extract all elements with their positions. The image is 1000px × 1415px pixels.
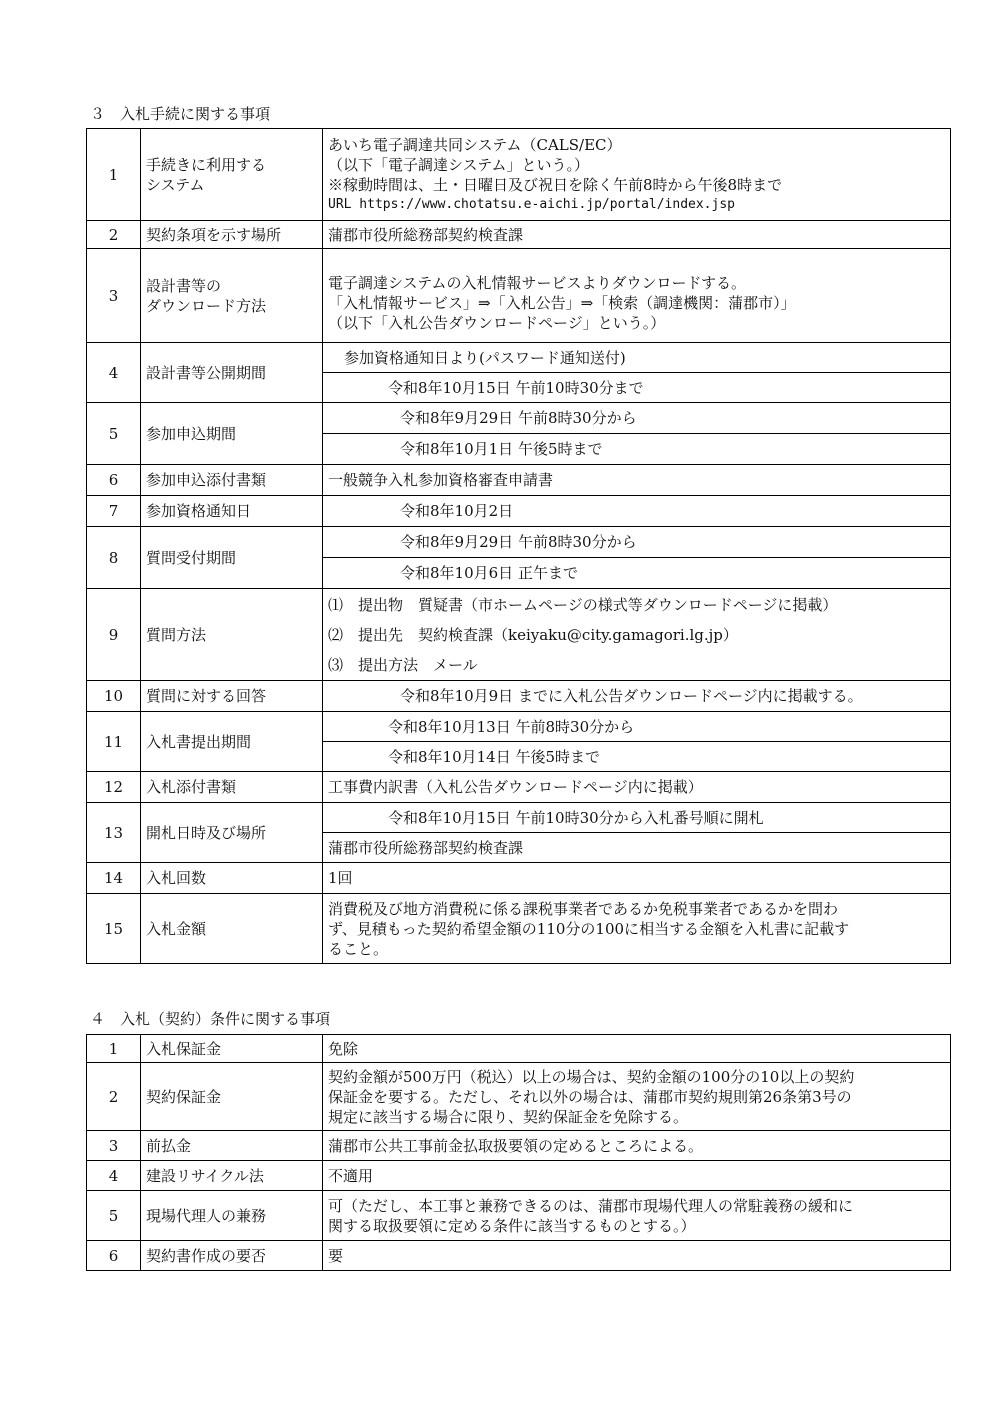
value-line: 規定に該当する場合に限り、契約保証金を免除する。 — [328, 1107, 689, 1126]
table-row — [87, 496, 951, 527]
row-number: 3 — [87, 1131, 141, 1161]
row-label: 入札回数 — [141, 863, 323, 894]
row-number: 6 — [87, 465, 141, 496]
row-label: 参加資格通知日 — [141, 496, 323, 527]
row-number: 9 — [87, 589, 141, 681]
row-number: 3 — [87, 249, 141, 343]
row-number: 4 — [87, 1161, 141, 1191]
table-row — [87, 1035, 951, 1063]
row-value — [323, 249, 951, 343]
row-label: 設計書等公開期間 — [141, 343, 323, 403]
section4-table — [86, 1034, 951, 1271]
value-line: 令和8年10月1日 午後5時まで — [400, 440, 603, 458]
row-value — [323, 373, 951, 403]
row-label-line: ダウンロード方法 — [146, 296, 267, 315]
row-value — [323, 343, 951, 373]
row-label: 参加申込添付書類 — [141, 465, 323, 496]
value-line: 電子調達システムの入札情報サービスよりダウンロードする。 — [328, 273, 747, 292]
value-line: 参加資格通知日より(パスワード通知送付) — [344, 348, 626, 367]
row-number: 14 — [87, 863, 141, 894]
table-row — [87, 1161, 951, 1191]
row-label: 入札保証金 — [141, 1035, 323, 1063]
value-line: 令和8年10月6日 正午まで — [400, 564, 578, 582]
table-row — [87, 249, 951, 343]
value-line: ⑵ 提出先 契約検査課（keiyaku@city.gamagori.lg.jp） — [328, 625, 738, 644]
value-line: 可（ただし、本工事と兼務できるのは、蒲郡市現場代理人の常駐義務の緩和に — [328, 1196, 854, 1215]
row-label: 契約条項を示す場所 — [141, 221, 323, 249]
value-line: 令和8年10月15日 午前10時30分まで — [388, 378, 644, 397]
row-number: 4 — [87, 343, 141, 403]
value-line: 令和8年9月29日 午前8時30分から — [400, 409, 637, 427]
section4-title: ４ 入札（契約）条件に関する事項 — [90, 1010, 331, 1028]
row-label — [141, 249, 323, 343]
row-value: 蒲郡市役所総務部契約検査課 — [323, 833, 951, 863]
table-row — [87, 1063, 951, 1131]
row-label: 質問方法 — [141, 589, 323, 681]
row-number: 13 — [87, 803, 141, 863]
row-number: 5 — [87, 403, 141, 465]
row-label: 質問に対する回答 — [141, 681, 323, 712]
row-label-line: システム — [146, 175, 205, 194]
value-line: （以下「電子調達システム」という。） — [328, 155, 590, 174]
row-label: 現場代理人の兼務 — [141, 1191, 323, 1241]
value-line: ず、見積もった契約希望金額の110分の100に相当する金額を入札書に記載す — [328, 919, 850, 938]
row-value: 蒲郡市役所総務部契約検査課 — [323, 221, 951, 249]
value-line: ⑶ 提出方法 メール — [328, 655, 478, 674]
value-line: ⑴ 提出物 質疑書（市ホームページの様式等ダウンロードページに掲載） — [328, 595, 838, 614]
table-row — [87, 803, 951, 833]
value-line: 保証金を要する。ただし、それ以外の場合は、蒲郡市契約規則第26条第3号の — [328, 1087, 852, 1106]
table-row — [87, 681, 951, 712]
table-row — [87, 712, 951, 742]
row-label-line: 設計書等の — [146, 276, 222, 295]
system-url-link[interactable]: URL https://www.chotatsu.e-aichi.jp/portal/index.jsp — [328, 196, 735, 212]
row-value — [323, 434, 951, 465]
row-number: 7 — [87, 496, 141, 527]
row-label: 建設リサイクル法 — [141, 1161, 323, 1191]
row-value: 免除 — [323, 1035, 951, 1063]
row-value: 一般競争入札参加資格審査申請書 — [323, 465, 951, 496]
row-value — [323, 558, 951, 589]
row-value: 工事費内訳書（入札公告ダウンロードページ内に掲載） — [323, 772, 951, 803]
row-label: 入札書提出期間 — [141, 712, 323, 772]
row-value: 1回 — [323, 863, 951, 894]
table-row — [87, 343, 951, 373]
table-row — [87, 863, 951, 894]
table-row — [87, 772, 951, 803]
value-line: （以下「入札公告ダウンロードページ」という。） — [328, 313, 666, 332]
row-value: 要 — [323, 1241, 951, 1271]
row-value — [323, 129, 951, 221]
row-number: 6 — [87, 1241, 141, 1271]
table-row — [87, 221, 951, 249]
row-label: 入札金額 — [141, 894, 323, 964]
table-row — [87, 1191, 951, 1241]
row-value — [323, 1063, 951, 1131]
table-row — [87, 1131, 951, 1161]
row-value — [323, 712, 951, 742]
value-line: あいち電子調達共同システム（CALS/EC） — [328, 135, 622, 154]
section3-title: ３ 入札手続に関する事項 — [90, 105, 271, 123]
table-row — [87, 465, 951, 496]
row-number: 2 — [87, 1063, 141, 1131]
row-number: 1 — [87, 129, 141, 221]
row-label: 参加申込期間 — [141, 403, 323, 465]
value-line: 令和8年10月13日 午前8時30分から — [388, 717, 635, 736]
value-line: 令和8年10月2日 — [400, 502, 514, 520]
table-row — [87, 527, 951, 558]
row-value — [323, 496, 951, 527]
value-line: 令和8年10月14日 午後5時まで — [388, 747, 601, 766]
table-row — [87, 403, 951, 434]
row-number: 8 — [87, 527, 141, 589]
value-line: 令和8年10月9日 までに入札公告ダウンロードページ内に掲載する。 — [400, 687, 863, 705]
row-number: 15 — [87, 894, 141, 964]
row-label: 質問受付期間 — [141, 527, 323, 589]
row-label: 入札添付書類 — [141, 772, 323, 803]
row-number: 11 — [87, 712, 141, 772]
row-label: 開札日時及び場所 — [141, 803, 323, 863]
row-number: 12 — [87, 772, 141, 803]
value-line: 令和8年9月29日 午前8時30分から — [400, 533, 637, 551]
table-row — [87, 894, 951, 964]
row-label: 契約書作成の要否 — [141, 1241, 323, 1271]
row-value — [323, 742, 951, 772]
value-line: 消費税及び地方消費税に係る課税事業者であるか免税事業者であるかを問わ — [328, 899, 839, 918]
row-value — [323, 681, 951, 712]
value-line: 令和8年10月15日 午前10時30分から入札番号順に開札 — [388, 808, 764, 827]
table-row — [87, 589, 951, 681]
row-value — [323, 894, 951, 964]
table-row — [87, 129, 951, 221]
row-number: 1 — [87, 1035, 141, 1063]
value-line: ※稼動時間は、土・日曜日及び祝日を除く午前8時から午後8時まで — [328, 175, 783, 194]
value-line: 関する取扱要領に定める条件に該当するものとする。） — [328, 1216, 696, 1235]
row-value — [323, 1191, 951, 1241]
row-label-line: 手続きに利用する — [146, 155, 267, 174]
section3-table — [86, 128, 951, 964]
row-value: 蒲郡市公共工事前金払取扱要領の定めるところによる。 — [323, 1131, 951, 1161]
row-label — [141, 129, 323, 221]
row-number: 5 — [87, 1191, 141, 1241]
row-label: 前払金 — [141, 1131, 323, 1161]
row-label: 契約保証金 — [141, 1063, 323, 1131]
value-line: 契約金額が500万円（税込）以上の場合は、契約金額の100分の10以上の契約 — [328, 1067, 855, 1086]
table-row — [87, 1241, 951, 1271]
value-line: 「入札情報サービス」⇒「入札公告」⇒「検索（調達機関：蒲郡市）」 — [328, 293, 796, 312]
row-number: 2 — [87, 221, 141, 249]
row-number: 10 — [87, 681, 141, 712]
row-value — [323, 403, 951, 434]
row-value — [323, 589, 951, 681]
row-value — [323, 527, 951, 558]
value-line: ること。 — [328, 939, 389, 958]
row-value: 不適用 — [323, 1161, 951, 1191]
row-value — [323, 803, 951, 833]
